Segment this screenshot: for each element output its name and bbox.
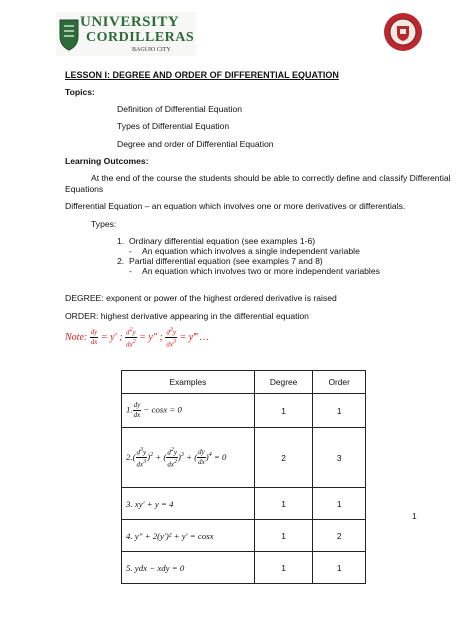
topic-item: Degree and order of Differential Equation [117,139,274,149]
type-sub: An equation which involves two or more independent variables [142,266,380,276]
topics-heading: Topics: [65,87,95,97]
table-header-row [122,371,366,394]
degree-definition: DEGREE: exponent or power of the highest ordered derivative is raised [65,293,337,303]
definition-text: Differential Equation – an equation which involves one or more derivatives or differentials. [65,201,406,211]
degree-cell: 1 [254,552,313,584]
type-label: Ordinary differential equation (see examples 1-6) [129,236,316,246]
topic-item: Definition of Differential Equation [117,104,243,114]
example-equation: 2.( $\frac{d^3y}{dx^3}$ )$^2$ + ( $\frac{d^2y}{dx^2}$ )$^3$ + ( $\frac{dy}{dx}$ )$^4$ = 0 [122,428,255,488]
degree-cell: 1 [254,520,313,552]
table-row [122,488,366,520]
order-cell: 2 [313,520,366,552]
note-fraction: $\frac{dy}{dx}$ [90,328,98,347]
type-number: 1. [117,236,125,246]
column-header-order: Order [313,371,366,394]
degree-cell: 2 [254,428,313,488]
example-equation: 4. y″ + 2(y′)² + y′ = cosx [122,520,255,552]
table-row [122,428,366,488]
lesson-title: LESSON I: DEGREE AND ORDER OF DIFFERENTIAL EQUATION [65,70,339,80]
order-definition: ORDER: highest derivative appearing in the differential equation [65,311,309,321]
note-line: Note: $\frac{dy}{dx}$ = y′ ; $\frac{d^2y}{dx^2}$ = y″ ; $\frac{d^3y}{dx^3}$ = y‴ … [65,327,209,349]
learning-outcomes-heading: Learning Outcomes: [65,156,149,166]
examples-table [121,370,366,584]
type-number: 2. [117,256,125,266]
table-row [122,552,366,584]
table-row [122,394,366,428]
type-sub-dash: - [129,266,132,276]
university-emblem-icon [58,18,80,52]
types-heading: Types: [91,219,117,229]
example-equation: 5. ydx − xdy = 0 [122,552,255,584]
order-cell: 1 [313,488,366,520]
note-label: Note: [65,332,88,344]
order-cell: 1 [313,552,366,584]
note-fraction: $\frac{d^3y}{dx^3}$ [166,327,176,349]
example-equation: 1. $\frac{dy}{dx}$ − cosx = 0 [122,394,255,428]
outcomes-text-cont: Equations [65,184,104,194]
outcomes-text: At the end of the course the students should be able to correctly define and classify Differential [91,173,451,183]
logo-line-1: UNIVERSITY [80,14,180,30]
table-row [122,520,366,552]
logo-line-2: CORDILLERAS [86,30,195,45]
page-number: 1 [412,511,417,521]
order-cell: 1 [313,394,366,428]
type-sub: An equation which involves a single independent variable [142,246,360,256]
note-fraction: $\frac{d^2y}{dx^2}$ [126,327,136,349]
topic-item: Types of Differential Equation [117,121,230,131]
type-sub-dash: - [129,246,132,256]
column-header-examples: Examples [122,371,255,394]
example-equation: 3. xy′ + y = 4 [122,488,255,520]
logo-line-3: BAGUIO CITY [132,47,171,53]
example-prefix: 2. [126,451,133,462]
university-logo [56,12,196,56]
university-seal-icon [383,12,423,52]
degree-cell: 1 [254,394,313,428]
order-cell: 3 [313,428,366,488]
example-prefix: 1. [126,404,133,415]
column-header-degree: Degree [254,371,313,394]
type-label: Partial differential equation (see examples 7 and 8) [129,256,323,266]
degree-cell: 1 [254,488,313,520]
